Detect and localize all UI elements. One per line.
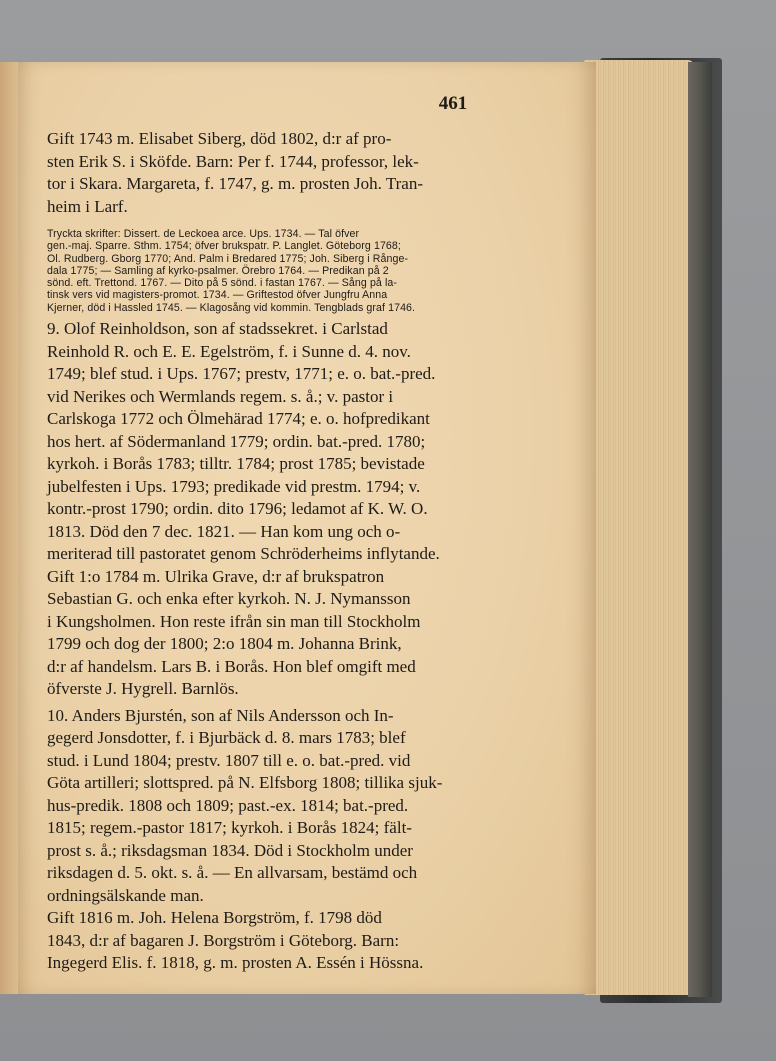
- text-line: Gift 1743 m. Elisabet Siberg, död 1802, d:r af pro-: [47, 129, 392, 148]
- text-line: jubelfesten i Ups. 1793; predikade vid prestm. 1794; v.: [47, 476, 421, 496]
- text-line: meriterad till pastoratet genom Schröderheims inflytande.: [47, 544, 440, 564]
- text-line: vid Nerikes och Wermlands regem. s. å.; v. pastor i: [47, 386, 394, 406]
- cover-spine-edge: [688, 62, 712, 997]
- text-line: Ingegerd Elis. f. 1818, g. m. prosten A. Essén i Hössna.: [47, 953, 424, 973]
- text-line: kontr.-prost 1790; ordin. dito 1796; ledamot af K. W. O.: [47, 499, 428, 519]
- footnote-line: dala 1775; — Samling af kyrko-psalmer. Örebro 1764. — Predikan på 2: [47, 264, 389, 277]
- text-line: 1749; blef stud. i Ups. 1767; prestv, 1771; e. o. bat.-pred.: [47, 364, 436, 384]
- text-line: hus-predik. 1808 och 1809; past.-ex. 1814; bat.-pred.: [47, 795, 409, 815]
- text-line: 9. Olof Reinholdson, son af stadssekret. i Carlstad: [47, 319, 388, 339]
- text-line: öfverste J. Hygrell. Barnlös.: [47, 679, 239, 699]
- page-edges: [584, 60, 694, 995]
- text-line: 1799 och dog der 1800; 2:o 1804 m. Johanna Brink,: [47, 634, 402, 654]
- text-line: sten Erik S. i Sköfde. Barn: Per f. 1744, professor, lek-: [47, 151, 419, 171]
- text-line: ordningsälskande man.: [47, 885, 204, 905]
- text-line: Göta artilleri; slottspred. på N. Elfsborg 1808; tillika sjuk-: [47, 773, 443, 793]
- footnote-line: Tryckta skrifter: Dissert. de Leckoea arce. Ups. 1734. — Tal öfver: [47, 228, 360, 240]
- text-line: Sebastian G. och enka efter kyrkoh. N. J. Nymansson: [47, 589, 411, 609]
- page-text: [47, 128, 497, 975]
- text-line: Gift 1816 m. Joh. Helena Borgström, f. 1798 död: [47, 908, 382, 928]
- page-number: 461: [438, 93, 468, 114]
- text-line: 1815; regem.-pastor 1817; kyrkoh. i Borås 1824; fält-: [47, 818, 412, 838]
- text-line: 1843, d:r af bagaren J. Borgström i Göteborg. Barn:: [47, 930, 400, 950]
- footnote-line: gen.-maj. Sparre. Sthm. 1754; öfver brukspatr. P. Langlet. Göteborg 1768;: [47, 240, 401, 253]
- footnote-line: Ol. Rudberg. Gborg 1770; And. Palm i Bredared 1775; Joh. Siberg i Rånge-: [47, 252, 409, 265]
- text-line: d:r af handelsm. Lars B. i Borås. Hon blef omgift med: [47, 656, 416, 676]
- text-line: 1813. Död den 7 dec. 1821. — Han kom ung och o-: [47, 521, 401, 541]
- text-line: Reinhold R. och E. E. Egelström, f. i Sunne d. 4. nov.: [47, 341, 411, 361]
- text-line: tor i Skara. Margareta, f. 1747, g. m. prosten Joh. Tran-: [47, 174, 423, 193]
- footnote-line: sönd. eft. Trettond. 1767. — Dito på 5 sönd. i fastan 1767. — Sång på la-: [47, 277, 398, 290]
- text-line: riksdagen d. 5. okt. s. å. — En allvarsam, bestämd och: [47, 863, 418, 883]
- text-line: gegerd Jonsdotter, f. i Bjurbäck d. 8. mars 1783; blef: [47, 728, 406, 748]
- text-line: 10. Anders Bjurstén, son af Nils Andersson och In-: [47, 705, 394, 725]
- text-line: prost s. å.; riksdagsman 1834. Död i Stockholm under: [47, 840, 413, 860]
- footnote-line: Kjerner, död i Hassled 1745. — Klagosång vid kommin. Tengblads graf 1746.: [47, 301, 416, 314]
- text-line: i Kungsholmen. Hon reste ifrån sin man till Stockholm: [47, 611, 421, 631]
- text-line: Carlskoga 1772 och Ölmehärad 1774; e. o. hofpredikant: [47, 409, 430, 429]
- text-line: kyrkoh. i Borås 1783; tilltr. 1784; prost 1785; bevistade: [47, 454, 425, 474]
- text-line: heim i Larf.: [47, 196, 128, 216]
- text-line: Gift 1:o 1784 m. Ulrika Grave, d:r af brukspatron: [47, 566, 385, 586]
- footnote-line: tinsk vers vid magisters-promot. 1734. — Griftestod öfver Jungfru Anna: [47, 289, 388, 302]
- text-line: hos hert. af Södermanland 1779; ordin. bat.-pred. 1780;: [47, 431, 426, 451]
- text-line: stud. i Lund 1804; prestv. 1807 till e. o. bat.-pred. vid: [47, 750, 411, 770]
